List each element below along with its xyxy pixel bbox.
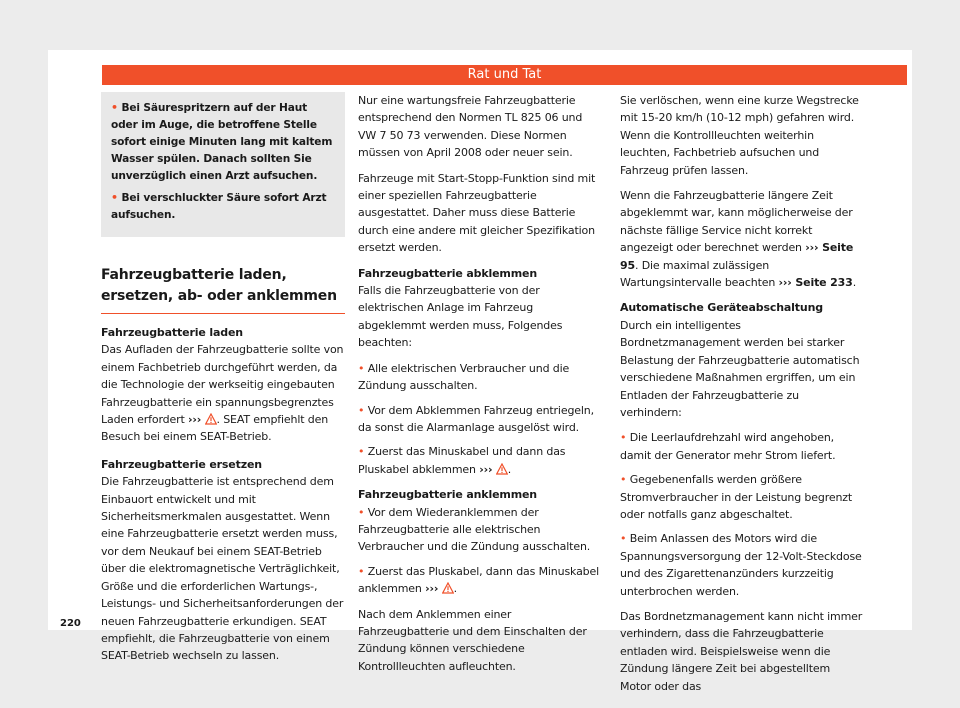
list-item: • Die Leerlaufdrehzahl wird angehoben, damit der Generator mehr Strom liefert. bbox=[620, 431, 836, 462]
paragraph: Nur eine wartungsfreie Fahrzeugbatterie entsprechend den Normen TL 825 06 und VW 7 50 73 verwenden. Diese Normen müssen von April 2008 oder neuer sein. bbox=[358, 94, 583, 160]
bullet-icon: • bbox=[111, 101, 118, 114]
subheading-ersetzen: Fahrzeugbatterie ersetzen bbox=[101, 457, 262, 471]
bullet-icon: • bbox=[111, 191, 118, 204]
bullet-icon: • bbox=[358, 445, 365, 459]
list-item: • Beim Anlassen des Motors wird die Spannungsversorgung der 12-Volt-Steckdose und des Zigarettenanzünders kurzzeitig unterbrochen werden. bbox=[620, 532, 862, 598]
subheading-anklemmen: Fahrzeugbatterie anklemmen bbox=[358, 488, 537, 502]
paragraph: Das Bordnetzmanagement kann nicht immer verhindern, dass die Fahrzeugbatterie entladen wird. Beispielsweise wenn die Zündung längere Zeit bei abgestelltem Motor oder das bbox=[620, 609, 863, 693]
paragraph: Durch ein intelligentes Bordnetzmanagement werden bei starker Belastung der Fahrzeugbatterie automatisch verschiedene Maßnahmen ergriffen, um ein Entladen der Fahrzeugbatterie zu verhindern: bbox=[620, 318, 860, 419]
warning-item: • Bei verschluckter Säure sofort Arzt aufsuchen. bbox=[111, 191, 327, 221]
paragraph: Nach dem Anklemmen einer Fahrzeugbatterie und dem Einschalten der Zündung können verschiedene Kontrollleuchten aufleuchten. bbox=[358, 607, 587, 673]
bullet-icon: • bbox=[620, 532, 627, 546]
warning-triangle-icon bbox=[496, 463, 508, 475]
list-item: • Vor dem Wiederanklemmen der Fahrzeugbatterie alle elektrischen Verbraucher und die Zündung ausschalten. bbox=[358, 505, 591, 554]
bullet-list-anklemmen bbox=[358, 504, 602, 598]
list-item: • Alle elektrischen Verbraucher und die Zündung ausschalten. bbox=[358, 361, 570, 393]
chapter-title: Rat und Tat bbox=[467, 67, 542, 82]
subheading-auto: Automatische Geräteabschaltung bbox=[620, 301, 824, 315]
warning-box bbox=[101, 92, 345, 237]
bullet-icon: • bbox=[358, 505, 365, 519]
subheading-laden: Fahrzeugbatterie laden bbox=[101, 326, 243, 339]
bullet-icon: • bbox=[358, 361, 365, 375]
column-left bbox=[101, 92, 345, 673]
bullet-icon: • bbox=[620, 431, 627, 445]
bullet-list-abklemmen bbox=[358, 360, 602, 478]
bullet-list-auto bbox=[620, 429, 864, 600]
paragraph: Wenn die Fahrzeugbatterie längere Zeit abgeklemmt war, kann möglicherweise der nächste fällige Service nicht korrekt angezeigt oder berechnet werden ››› Seite 95. Die maximal zulässigen Wartungsintervalle beachten ››› Seite 233. bbox=[620, 189, 857, 290]
bullet-icon: • bbox=[620, 473, 627, 487]
paragraph: Sie verlöschen, wenn eine kurze Wegstrecke mit 15-20 km/h (10-12 mph) gefahren wird. Wenn die Kontrollleuchten weiterhin leuchten, Fachbetrieb aufsuchen und Fahrzeug prüfen lassen. bbox=[620, 94, 859, 177]
paragraph: Fahrzeuge mit Start-Stopp-Funktion sind mit einer speziellen Fahrzeugbatterie ausgestattet. Daher muss diese Batterie durch eine andere mit gleicher Spezifikation ersetzt werden. bbox=[358, 171, 596, 255]
warning-triangle-icon bbox=[205, 413, 217, 425]
page-number: 220 bbox=[60, 618, 81, 629]
list-item: • Zuerst das Minuskabel und dann das Pluskabel abklemmen ››› . bbox=[358, 445, 566, 476]
bullet-icon: • bbox=[358, 403, 365, 417]
chapter-header bbox=[102, 65, 907, 85]
page-reference-link[interactable]: ››› Seite 233 bbox=[778, 276, 853, 290]
cross-reference-arrow[interactable]: ››› bbox=[479, 462, 493, 476]
paragraph: Falls die Fahrzeugbatterie von der elektrischen Anlage im Fahrzeug abgeklemmt werden muss, Folgendes beachten: bbox=[358, 284, 563, 350]
section-title: Fahrzeugbatterie laden, ersetzen, ab- oder anklemmen bbox=[101, 259, 345, 314]
list-item: • Zuerst das Pluskabel, dann das Minuskabel anklemmen ››› . bbox=[358, 564, 600, 596]
column-right bbox=[620, 92, 864, 703]
list-item: • Gegebenenfalls werden größere Stromverbraucher in der Leistung begrenzt oder notfalls ganz abgeschaltet. bbox=[620, 473, 853, 521]
paragraph-ersetzen: Die Fahrzeugbatterie ist entsprechend dem Einbauort entwickelt und mit Sicherheitsmerkmalen ausgestattet. Wenn eine Fahrzeugbatterie ersetzt werden muss, vor dem Neukauf bei einem SEAT-Betrieb über die elektromagnetische Verträglichkeit, Größe und die erforderlichen Wartungs-, Leistungs- und Sicherheitsanforderungen der neuen Fahrzeugbatterie erkundigen. SEAT empfiehlt, die Fahrzeugbatterie von einem SEAT-Betrieb wechseln zu lassen. bbox=[101, 475, 344, 663]
manual-page bbox=[48, 50, 912, 693]
warning-triangle-icon bbox=[442, 582, 454, 594]
column-middle bbox=[358, 92, 602, 683]
cross-reference-arrow[interactable]: ››› bbox=[188, 413, 202, 427]
cross-reference-arrow[interactable]: ››› bbox=[425, 582, 439, 596]
warning-item: • Bei Säurespritzern auf der Haut oder im Auge, die betroffene Stelle sofort einige Minuten lang mit kaltem Wasser spülen. Danach sollten Sie unverzüglich einen Arzt aufsuchen. bbox=[111, 101, 333, 182]
subheading-abklemmen: Fahrzeugbatterie abklemmen bbox=[358, 266, 538, 280]
bullet-icon: • bbox=[358, 564, 365, 578]
page-reference-link[interactable]: ››› Seite 95 bbox=[620, 241, 854, 272]
list-item: • Vor dem Abklemmen Fahrzeug entriegeln, da sonst die Alarmanlage ausgelöst wird. bbox=[358, 403, 594, 434]
paragraph-laden: Das Aufladen der Fahrzeugbatterie sollte von einem Fachbetrieb durchgeführt werden, da die Technologie der werkseitig eingebauten Fahrzeugbatterie ein spannungsbegrenztes Laden erfordert ››› . SEAT empfiehlt den Besuch bei einem SEAT-Betrieb. bbox=[101, 343, 344, 444]
